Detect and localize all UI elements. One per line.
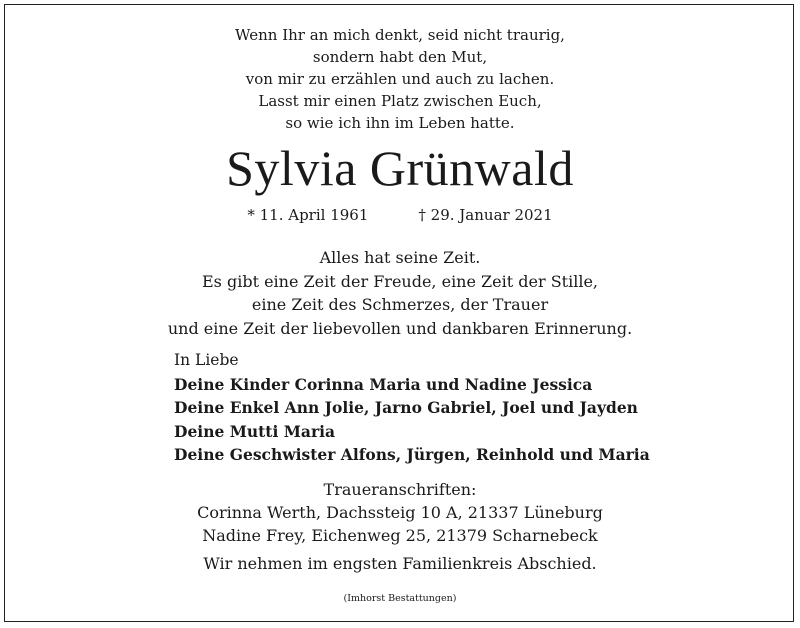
family-intro: In Liebe	[174, 351, 239, 369]
undertaker-credit: (Imhorst Bestattungen)	[343, 593, 457, 604]
poem	[0, 24, 800, 134]
saying	[0, 246, 800, 340]
poem-line: von mir zu erzählen und auch zu lachen.	[245, 70, 555, 88]
family-section	[174, 349, 650, 467]
birth-date: * 11. April 1961	[247, 206, 369, 224]
poem-line: sondern habt den Mut,	[312, 48, 488, 66]
poem-line: so wie ich ihn im Leben hatte.	[285, 114, 515, 132]
death-date: † 29. Januar 2021	[418, 206, 553, 224]
address-line: Nadine Frey, Eichenweg 25, 21379 Scharnebeck	[202, 526, 598, 545]
family-member: Deine Geschwister Alfons, Jürgen, Reinhold und Maria	[174, 445, 650, 464]
life-dates	[0, 205, 800, 225]
poem-line: Wenn Ihr an mich denkt, seid nicht traurig,	[235, 26, 565, 44]
family-member: Deine Mutti Maria	[174, 421, 336, 441]
poem-line: Lasst mir einen Platz zwischen Euch,	[258, 92, 542, 110]
addresses-heading: Traueranschriften:	[323, 480, 477, 499]
address-line: Corinna Werth, Dachssteig 10 A, 21337 Lüneburg	[197, 503, 603, 522]
saying-line: Alles hat seine Zeit.	[319, 248, 481, 267]
saying-line: und eine Zeit der liebevollen und dankbaren Erinnerung.	[167, 318, 633, 338]
saying-line: eine Zeit des Schmerzes, der Trauer	[251, 295, 549, 314]
farewell-note: Wir nehmen im engsten Familienkreis Abschied.	[203, 554, 597, 573]
deceased-name: Sylvia Grünwald	[226, 140, 574, 196]
saying-line: Es gibt eine Zeit der Freude, eine Zeit der Stille,	[201, 271, 598, 291]
family-member: Deine Enkel Ann Jolie, Jarno Gabriel, Joel und Jayden	[174, 398, 638, 417]
family-member: Deine Kinder Corinna Maria und Nadine Jessica	[174, 374, 593, 394]
mourning-addresses	[0, 478, 800, 547]
